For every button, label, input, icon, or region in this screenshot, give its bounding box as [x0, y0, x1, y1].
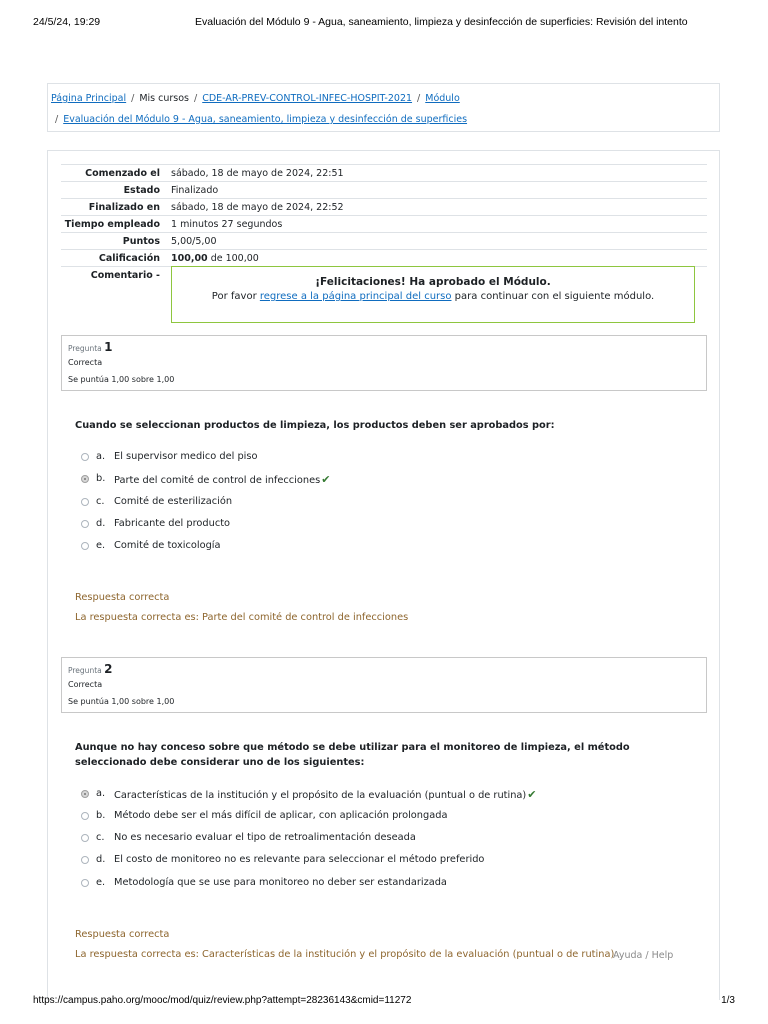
summary-label: Finalizado en	[88, 202, 160, 213]
option-text	[114, 473, 330, 486]
breadcrumb	[47, 83, 720, 132]
option-text: Método debe ser el más difícil de aplicar, con aplicación prolongada	[114, 810, 448, 821]
breadcrumb-module-link[interactable]: Módulo	[425, 93, 460, 104]
feedback-prefix: Por favor	[211, 291, 260, 302]
question-label: Pregunta	[68, 666, 102, 675]
feedback-title: ¡Felicitaciones! Ha aprobado el Módulo.	[315, 276, 551, 288]
print-title: Evaluación del Módulo 9 - Agua, saneamiento, limpieza y desinfección de superficies: Revisión del intento	[195, 16, 688, 28]
radio-button[interactable]	[81, 542, 89, 550]
summary-label: Tiempo empleado	[64, 219, 160, 230]
option-label: Parte del comité de control de infecciones	[114, 475, 321, 486]
feedback-suffix: para continuar con el siguiente módulo.	[451, 291, 655, 302]
radio-button-checked[interactable]	[81, 790, 89, 798]
radio-button-checked[interactable]	[81, 475, 89, 483]
summary-row-started	[61, 164, 707, 182]
print-header	[33, 16, 735, 30]
answer-feedback-status: Respuesta correcta	[75, 929, 170, 940]
course-home-link[interactable]: regrese a la página principal del curso	[259, 291, 452, 302]
feedback-body	[172, 291, 694, 302]
option-text: Metodología que se use para monitoreo no deber ser estandarizada	[114, 877, 447, 888]
radio-button[interactable]	[81, 856, 89, 864]
help-link[interactable]: Ayuda / Help	[613, 950, 674, 961]
breadcrumb-my-courses: Mis cursos	[139, 93, 190, 104]
answer-feedback-status: Respuesta correcta	[75, 592, 170, 603]
breadcrumb-separator: /	[131, 93, 135, 104]
option-text: Comité de toxicología	[114, 540, 221, 551]
summary-label: Comenzado el	[85, 168, 160, 179]
summary-row-grade	[61, 249, 707, 267]
print-url: https://campus.paho.org/mooc/mod/quiz/review.php?attempt=28236143&cmid=11272	[33, 995, 412, 1006]
correct-check-icon: ✔	[321, 473, 331, 486]
summary-row-time	[61, 215, 707, 233]
option-letter: b.	[96, 810, 106, 821]
breadcrumb-home-link[interactable]: Página Principal	[51, 93, 127, 104]
summary-row-state	[61, 181, 707, 199]
print-page-number: 1/3	[721, 995, 735, 1006]
option-letter: c.	[96, 496, 105, 507]
radio-button[interactable]	[81, 834, 89, 842]
summary-label: Puntos	[122, 236, 160, 247]
question-grade: Se puntúa 1,00 sobre 1,00	[68, 697, 175, 706]
summary-value: sábado, 18 de mayo de 2024, 22:52	[171, 202, 344, 213]
question-number-value: 1	[104, 340, 113, 354]
option-text: Comité de esterilización	[114, 496, 233, 507]
right-answer: La respuesta correcta es: Características de la institución y el propósito de la evaluación (puntual o de rutina)	[75, 949, 615, 960]
summary-value: 5,00/5,00	[171, 236, 217, 247]
option-letter: e.	[96, 540, 106, 551]
option-label: Características de la institución y el propósito de la evaluación (puntual o de rutina)	[114, 790, 527, 801]
summary-row-points	[61, 232, 707, 250]
option-letter: e.	[96, 877, 106, 888]
overall-feedback	[171, 266, 695, 323]
radio-button[interactable]	[81, 520, 89, 528]
option-letter: a.	[96, 788, 106, 799]
question-number-value: 2	[104, 662, 113, 676]
option-text: Fabricante del producto	[114, 518, 231, 529]
question-grade: Se puntúa 1,00 sobre 1,00	[68, 375, 175, 384]
question-text: Aunque no hay conceso sobre que método se debe utilizar para el monitoreo de limpieza, el método seleccionado debe considerar uno de los siguientes:	[75, 742, 630, 768]
question-state: Correcta	[68, 680, 103, 689]
breadcrumb-separator: /	[194, 93, 198, 104]
question-text: Cuando se seleccionan productos de limpieza, los productos deben ser aprobados por:	[75, 420, 555, 431]
option-text: No es necesario evaluar el tipo de retroalimentación deseada	[114, 832, 416, 843]
summary-value	[171, 253, 259, 264]
print-date: 24/5/24, 19:29	[33, 16, 101, 28]
option-letter: b.	[96, 473, 106, 484]
question-label: Pregunta	[68, 344, 102, 353]
summary-row-finished	[61, 198, 707, 216]
summary-value: sábado, 18 de mayo de 2024, 22:51	[171, 168, 344, 179]
option-letter: d.	[96, 854, 106, 865]
option-letter: d.	[96, 518, 106, 529]
summary-value: 1 minutos 27 segundos	[171, 219, 283, 230]
breadcrumb-separator: /	[417, 93, 421, 104]
option-letter: a.	[96, 451, 106, 462]
radio-button[interactable]	[81, 498, 89, 506]
breadcrumb-quiz-link[interactable]: Evaluación del Módulo 9 - Agua, saneamiento, limpieza y desinfección de superficies	[63, 114, 468, 125]
question-number	[68, 340, 112, 354]
summary-label: Calificación	[98, 253, 160, 264]
summary-label: Comentario -	[90, 270, 160, 281]
right-answer: La respuesta correcta es: Parte del comité de control de infecciones	[75, 612, 409, 623]
grade-value: 100,00	[171, 253, 208, 264]
option-text: El supervisor medico del piso	[114, 451, 258, 462]
breadcrumb-separator: /	[55, 114, 59, 125]
radio-button[interactable]	[81, 879, 89, 887]
summary-label: Estado	[123, 185, 160, 196]
option-text: El costo de monitoreo no es relevante para seleccionar el método preferido	[114, 854, 485, 865]
breadcrumb-course-link[interactable]: CDE-AR-PREV-CONTROL-INFEC-HOSPIT-2021	[202, 93, 413, 104]
option-letter: c.	[96, 832, 105, 843]
question-state: Correcta	[68, 358, 103, 367]
print-footer	[33, 995, 735, 1009]
radio-button[interactable]	[81, 812, 89, 820]
correct-check-icon: ✔	[527, 788, 537, 801]
summary-value: Finalizado	[171, 185, 219, 196]
question-info	[61, 657, 707, 713]
grade-total: de 100,00	[207, 253, 259, 264]
question-info	[61, 335, 707, 391]
option-text	[114, 788, 536, 801]
radio-button[interactable]	[81, 453, 89, 461]
question-number	[68, 662, 112, 676]
